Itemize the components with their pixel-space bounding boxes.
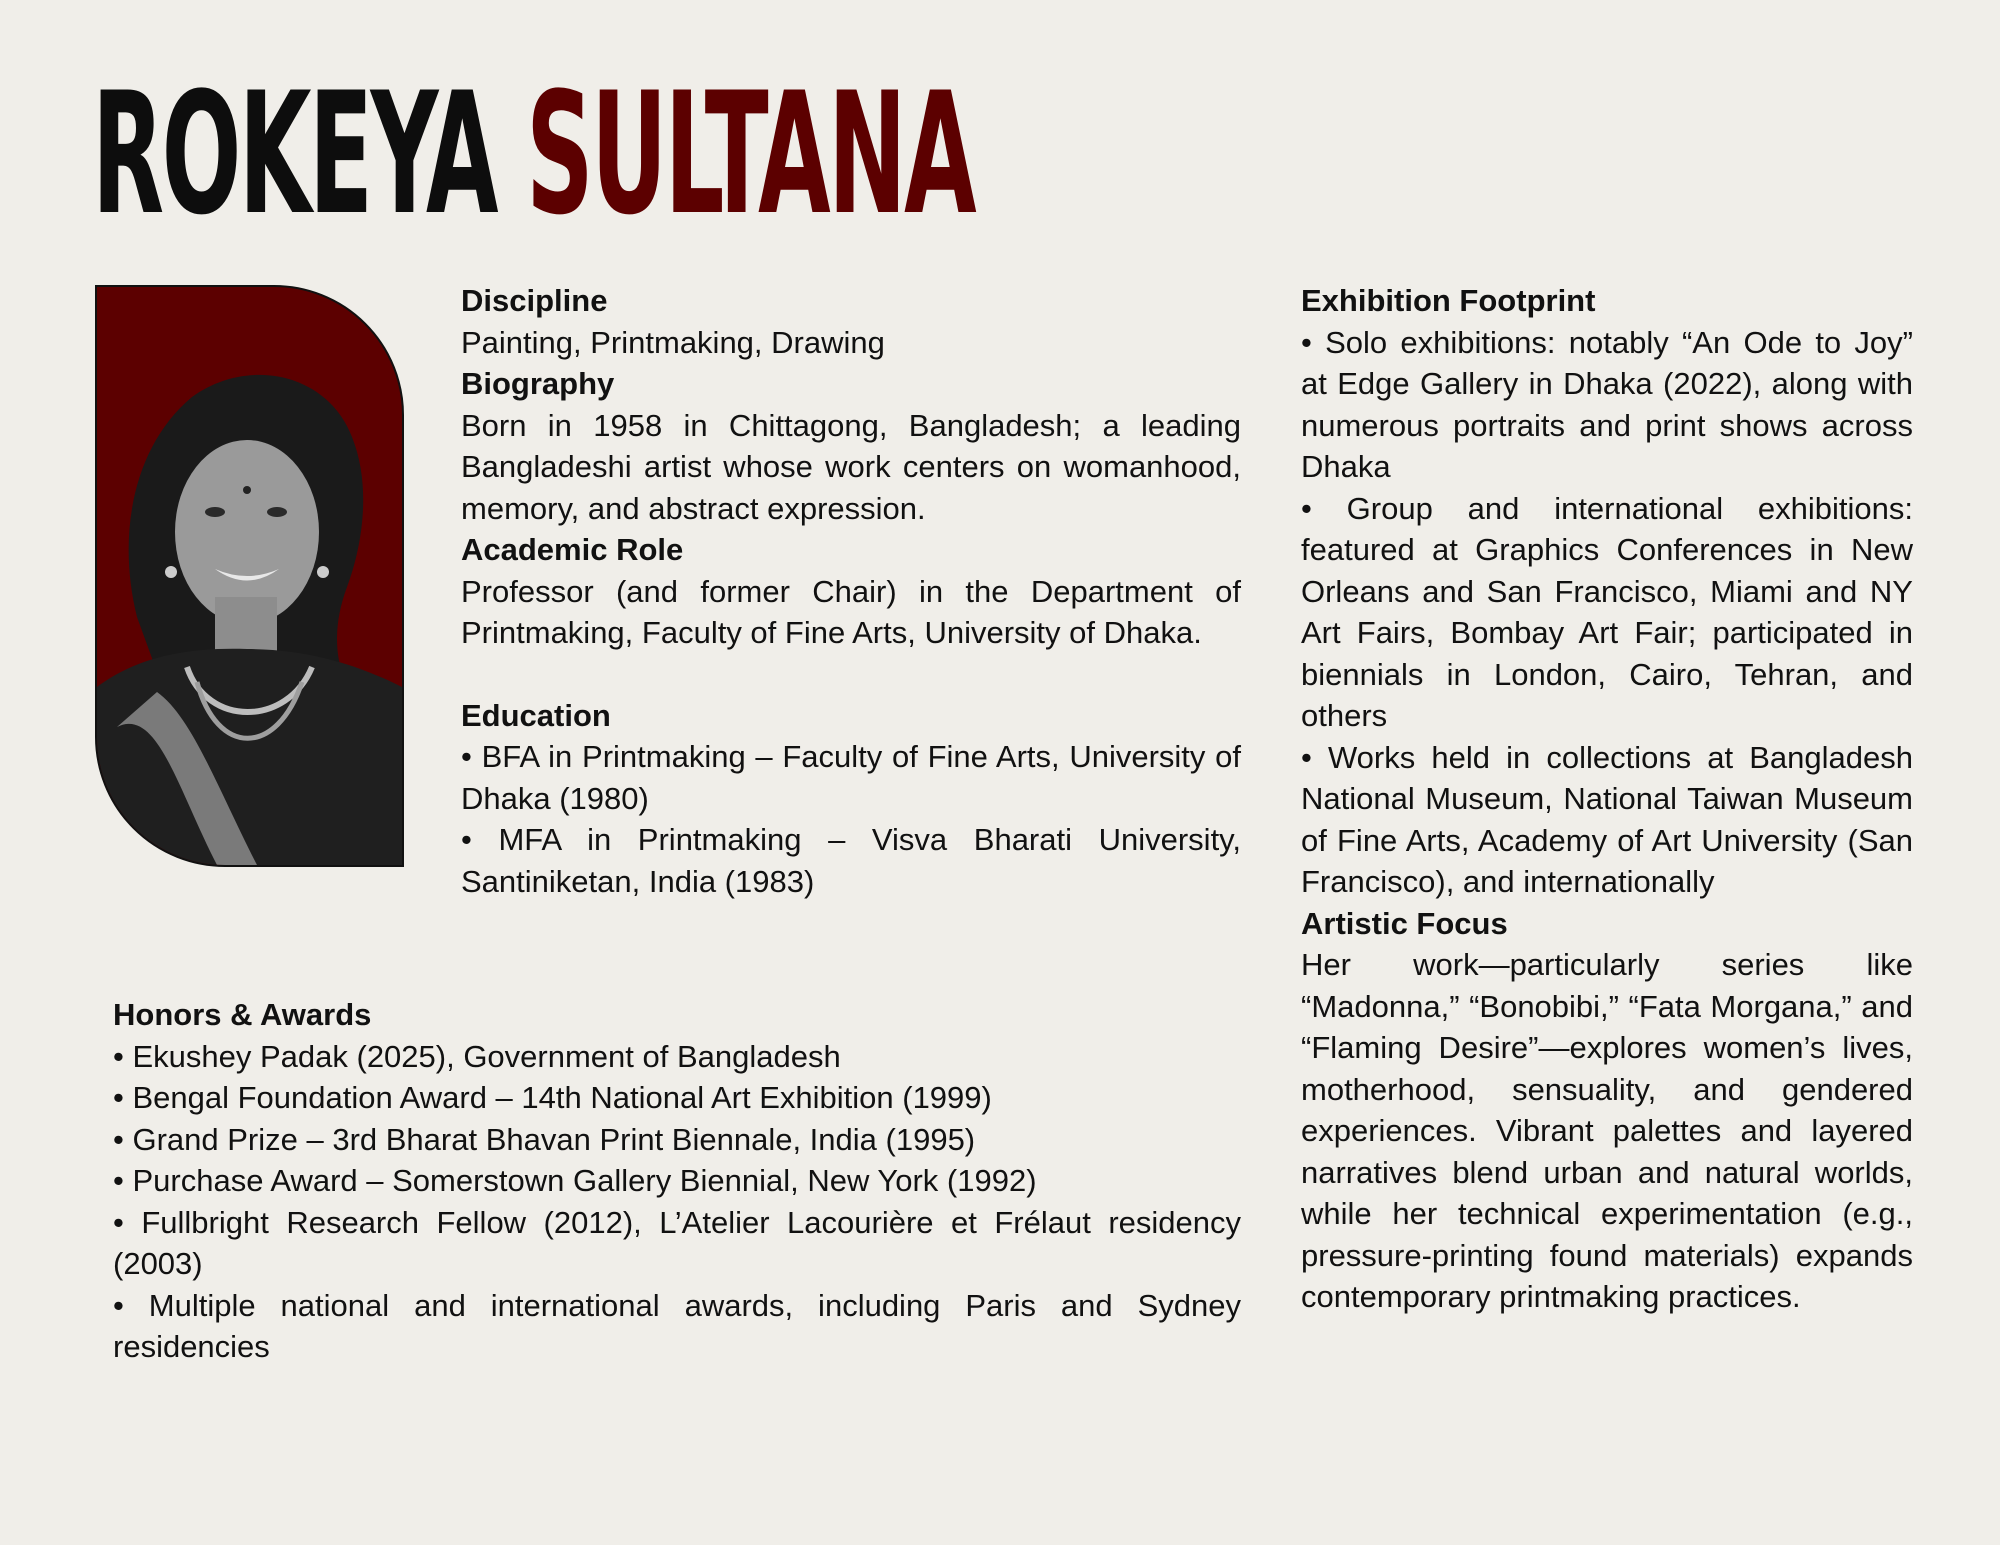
exhibition-item: • Group and international exhibitions: featured at Graphics Conferences in New Orleans and San Francisco, Miami and NY Art Fairs, Bombay Art Fair; participated in biennials in London, Cairo, Tehran, and others <box>1301 490 1913 733</box>
exhibition-item: • Solo exhibitions: notably “An Ode to Joy” at Edge Gallery in Dhaka (2022), along with numerous portraits and print shows across Dhaka <box>1301 324 1913 484</box>
biography-heading: Biography <box>461 366 615 401</box>
honors-item: • Ekushey Padak (2025), Government of Bangladesh <box>113 1038 841 1074</box>
title-last-name: SULTANA <box>526 56 975 252</box>
honors-heading: Honors & Awards <box>113 997 372 1032</box>
discipline-heading: Discipline <box>461 283 608 318</box>
exhibition-item: • Works held in collections at Bangladesh National Museum, National Taiwan Museum of Fine Arts, Academy of Art University (San Francisco), and internationally <box>1301 739 1913 899</box>
title-first-name: ROKEYA <box>92 56 496 252</box>
artistic-focus-heading: Artistic Focus <box>1301 905 1508 941</box>
honors-item: • Purchase Award – Somerstown Gallery Biennial, New York (1992) <box>113 1163 1037 1198</box>
education-heading: Education <box>461 697 611 733</box>
exhibitions-heading: Exhibition Footprint <box>1301 283 1596 318</box>
honors-item: • Multiple national and international awards, including Paris and Sydney residencies <box>113 1287 1241 1364</box>
education-item: • MFA in Printmaking – Visva Bharati University, Santiniketan, India (1983) <box>461 822 1241 899</box>
page-title <box>92 56 975 252</box>
portrait-icon <box>97 287 402 865</box>
portrait-photo <box>95 285 404 867</box>
education-item: • BFA in Printmaking – Faculty of Fine Arts, University of Dhaka (1980) <box>461 739 1241 816</box>
honors-column <box>113 994 1241 1368</box>
academic-role-text: Professor (and former Chair) in the Department of Printmaking, Faculty of Fine Arts, University of Dhaka. <box>461 573 1241 650</box>
spacer <box>461 654 1241 695</box>
details-column <box>461 280 1241 902</box>
discipline-text: Painting, Printmaking, Drawing <box>461 324 885 360</box>
academic-role-heading: Academic Role <box>461 532 684 567</box>
honors-item: • Bengal Foundation Award – 14th National Art Exhibition (1999) <box>113 1080 992 1115</box>
biography-text: Born in 1958 in Chittagong, Bangladesh; a leading Bangladeshi artist whose work centers on womanhood, memory, and abstract expression. <box>461 407 1241 526</box>
exhibitions-column <box>1301 280 1913 1318</box>
honors-item: • Grand Prize – 3rd Bharat Bhavan Print Biennale, India (1995) <box>113 1121 976 1157</box>
artistic-focus-text: Her work—particularly series like “Madonna,” “Bonobibi,” “Fata Morgana,” and “Flaming Desire”—explores women’s lives, motherhood, sensuality, and gendered experiences. Vibrant palettes and layered narratives blend urban and natural worlds, while her technical experimentation (e.g., pressure-printing found materials) expands contemporary printmaking practices. <box>1301 947 1913 1314</box>
honors-item: • Fullbright Research Fellow (2012), L’Atelier Lacourière et Frélaut residency (2003) <box>113 1204 1241 1281</box>
